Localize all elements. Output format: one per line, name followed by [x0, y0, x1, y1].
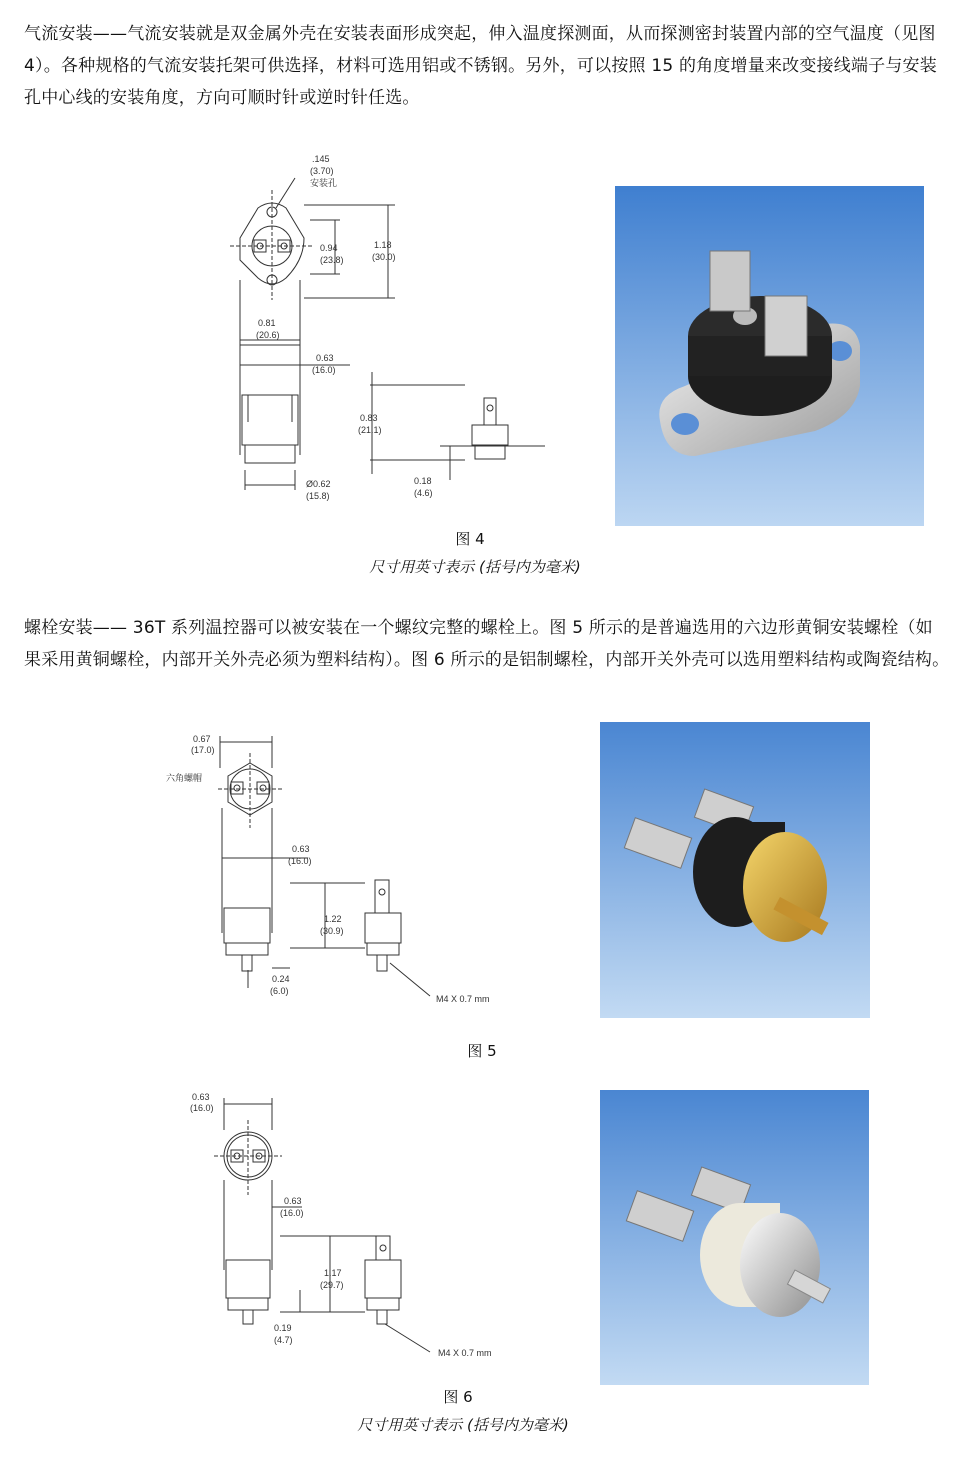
- fig5-dim-063: 0.63: [292, 844, 310, 854]
- fig6-dim-063a-mm: (16.0): [190, 1103, 214, 1113]
- figure4-photo: [615, 186, 924, 526]
- fig4-dim-081-mm: (20.6): [256, 330, 280, 340]
- figure5-label: 图 5: [467, 1042, 497, 1060]
- fig4-dim-hole: .145: [312, 154, 330, 164]
- fig5-dim-122-mm: (30.9): [320, 926, 344, 936]
- fig5-dim-067-mm: (17.0): [191, 745, 215, 755]
- fig5-dim-024-mm: (6.0): [270, 986, 289, 996]
- fig5-dim-122: 1.22: [324, 914, 342, 924]
- fig6-dim-019-mm: (4.7): [274, 1335, 293, 1345]
- fig4-dim-063-mm: (16.0): [312, 365, 336, 375]
- fig4-dim-118: 1.18: [374, 240, 392, 250]
- fig6-thread: M4 X 0.7 mm: [438, 1348, 492, 1358]
- figure6-photo: [600, 1090, 869, 1385]
- fig6-dim-063a: 0.63: [192, 1092, 210, 1102]
- fig4-dim-083: 0.83: [360, 413, 378, 423]
- fig4-dim-118-mm: (30.0): [372, 252, 396, 262]
- fig4-dim-083-mm: (21.1): [358, 425, 382, 435]
- figure6-caption: 尺寸用英寸表示 (括号内为毫米): [357, 1416, 569, 1434]
- figure4-label: 图 4: [455, 530, 485, 548]
- fig4-dim-081: 0.81: [258, 318, 276, 328]
- fig6-dim-019: 0.19: [274, 1323, 292, 1333]
- fig6-dim-117-mm: (29.7): [320, 1280, 344, 1290]
- figure5-drawing: [160, 728, 520, 1018]
- figure4-drawing: [200, 150, 560, 510]
- fig4-dim-094-mm: (23.8): [320, 255, 344, 265]
- fig4-dim-062: Ø0.62: [306, 479, 331, 489]
- fig4-dim-018-mm: (4.6): [414, 488, 433, 498]
- fig6-dim-063b: 0.63: [284, 1196, 302, 1206]
- figure4-caption: 尺寸用英寸表示 (括号内为毫米): [369, 558, 581, 576]
- fig4-hole-label: 安装孔: [310, 178, 338, 188]
- fig6-dim-117: 1.17: [324, 1268, 342, 1278]
- fig5-thread: M4 X 0.7 mm: [436, 994, 490, 1004]
- fig5-dim-024: 0.24: [272, 974, 290, 984]
- figure5-photo: [600, 722, 870, 1018]
- fig6-dim-063b-mm: (16.0): [280, 1208, 304, 1218]
- fig4-dim-063: 0.63: [316, 353, 334, 363]
- fig5-dim-067: 0.67: [193, 734, 211, 744]
- fig5-dim-063-mm: (16.0): [288, 856, 312, 866]
- fig4-dim-hole-mm: (3.70): [310, 166, 334, 176]
- fig4-dim-094: 0.94: [320, 243, 338, 253]
- fig4-dim-062-mm: (15.8): [306, 491, 330, 501]
- airflow-mount-paragraph: 气流安装——气流安装就是双金属外壳在安装表面形成突起，伸入温度探测面，从而探测密封装置内部的空气温度（见图 4）。各种规格的气流安装托架可供选择，材料可选用铝或不锈钢。另外，可以按照 15 的角度增量来改变接线端子与安装孔中心线的安装角度，方向可顺时针或逆时针任选。: [24, 24, 937, 108]
- figure6-label: 图 6: [443, 1388, 473, 1406]
- fig4-dim-018: 0.18: [414, 476, 432, 486]
- figure6-drawing: [190, 1090, 510, 1360]
- stud-mount-paragraph: 螺栓安装—— 36T 系列温控器可以被安装在一个螺纹完整的螺栓上。图 5 所示的是普遍选用的六边形黄铜安装螺栓（如果采用黄铜螺栓，内部开关外壳必须为塑料结构）。图 6 所示的是铝制螺栓，内部开关外壳可以选用塑料结构或陶瓷结构。: [24, 618, 950, 670]
- fig5-hex-label: 六角螺帽: [166, 773, 203, 783]
